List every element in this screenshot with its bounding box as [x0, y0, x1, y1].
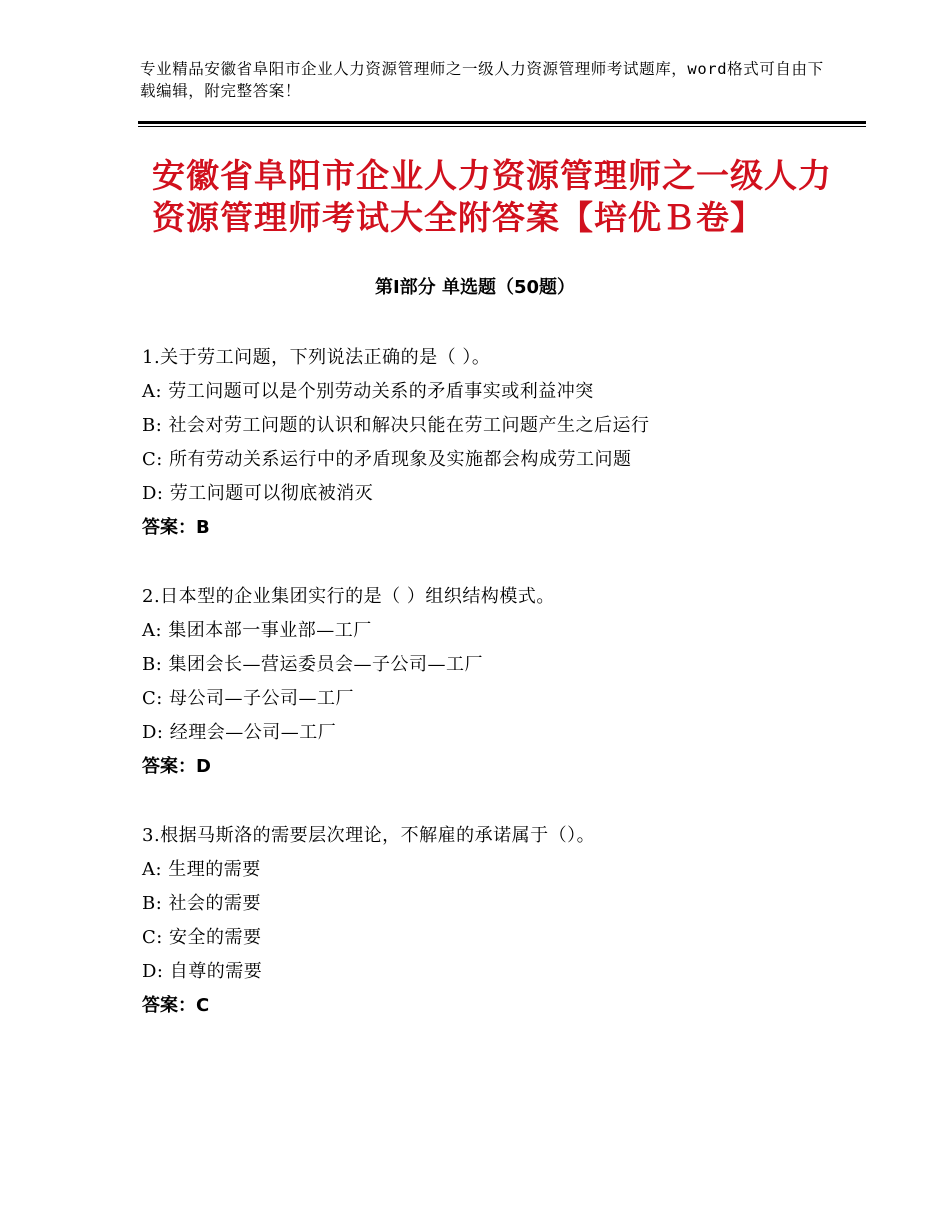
section-title: 第Ⅰ部分 单选题（50题） [374, 277, 575, 298]
option-b: B: 社会的需要 [142, 893, 262, 914]
answer-label: 答案：C [142, 995, 210, 1016]
answer-label: 答案：B [142, 517, 210, 538]
header-divider-thin [138, 126, 866, 127]
document-title: 安徽省阜阳市企业人力资源管理师之一级人力资源管理师考试大全附答案【培优Ｂ卷】 [152, 156, 832, 237]
option-d: D: 自尊的需要 [142, 961, 263, 982]
question-1 [142, 341, 862, 545]
header-note: 专业精品安徽省阜阳市企业人力资源管理师之一级人力资源管理师考试题库，word格式可自由下载编辑，附完整答案！ [140, 60, 824, 100]
option-a: A: 集团本部一事业部—工厂 [142, 620, 372, 641]
option-d: D: 劳工问题可以彻底被消灭 [142, 483, 374, 504]
option-a: A: 劳工问题可以是个别劳动关系的矛盾事实或利益冲突 [142, 381, 594, 402]
question-3 [142, 819, 862, 1023]
option-b: B: 社会对劳工问题的认识和解决只能在劳工问题产生之后运行 [142, 415, 650, 436]
header-divider-thick [138, 121, 866, 124]
option-c: C: 安全的需要 [142, 927, 262, 948]
option-b: B: 集团会长—营运委员会—子公司—工厂 [142, 654, 484, 675]
question-stem: 2.日本型的企业集团实行的是（ ）组织结构模式。 [142, 586, 555, 607]
option-a: A: 生理的需要 [142, 859, 261, 880]
question-stem: 1.关于劳工问题，下列说法正确的是（ ）。 [142, 347, 491, 368]
answer-label: 答案：D [142, 756, 211, 777]
option-c: C: 所有劳动关系运行中的矛盾现象及实施都会构成劳工问题 [142, 449, 632, 470]
question-stem: 3.根据马斯洛的需要层次理论，不解雇的承诺属于（）。 [142, 825, 596, 846]
option-c: C: 母公司—子公司—工厂 [142, 688, 355, 709]
question-2 [142, 580, 862, 784]
option-d: D: 经理会—公司—工厂 [142, 722, 337, 743]
